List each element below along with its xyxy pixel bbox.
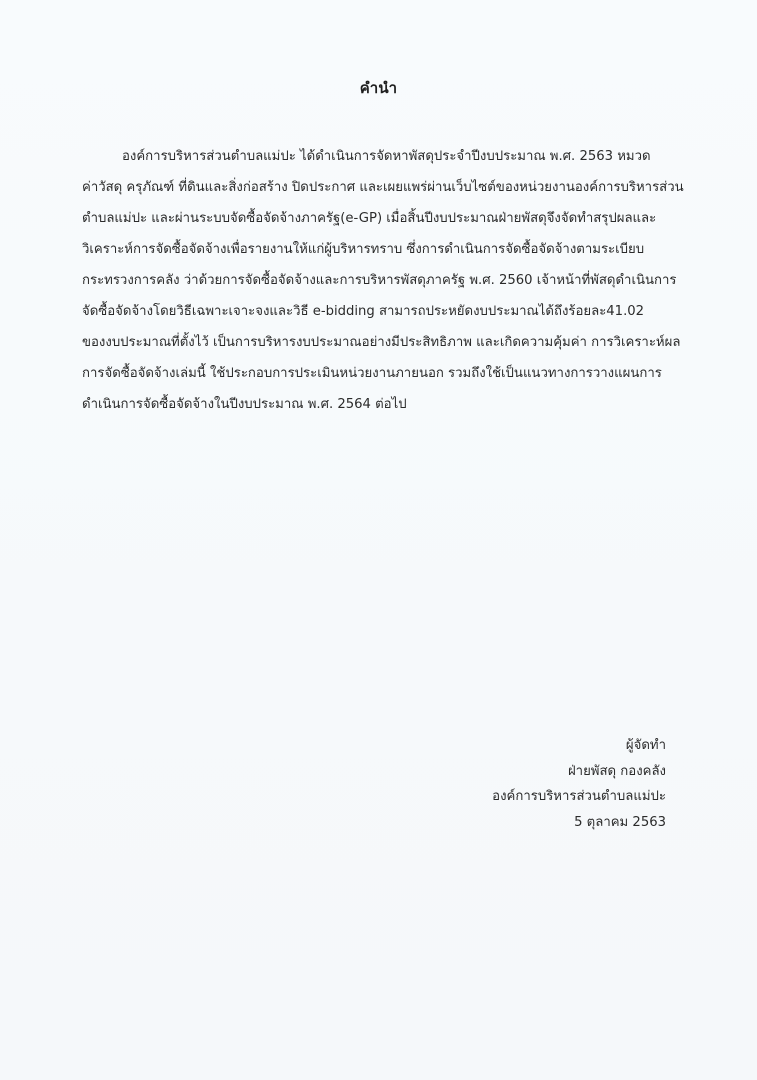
paragraph-line: จัดซื้อจัดจ้างโดยวิธีเฉพาะเจาะจงและวิธี e-bidding สามารถประหยัดงบประมาณได้ถึงร้อยละ41.02 (82, 304, 645, 319)
paragraph-line: องค์การบริหารส่วนตำบลแม่ปะ ได้ดำเนินการจัดหาพัสดุประจำปีงบประมาณ พ.ศ. 2563 หมวด (122, 149, 651, 164)
paragraph-line: การจัดซื้อจัดจ้างเล่มนี้ ใช้ประกอบการประเมินหน่วยงานภายนอก รวมถึงใช้เป็นแนวทางการวางแผนการ (82, 366, 662, 381)
paragraph-line: กระทรวงการคลัง ว่าด้วยการจัดซื้อจัดจ้างและการบริหารพัสดุภาครัฐ พ.ศ. 2560 เจ้าหน้าที่พัสดุดำเนินการ (82, 273, 677, 288)
paragraph-line: วิเคราะห์การจัดซื้อจัดจ้างเพื่อรายงานให้แก่ผู้บริหารทราบ ซึ่งการดำเนินการจัดซื้อจัดจ้างตามระเบียบ (82, 242, 645, 257)
signature-role: ผู้จัดทำ (625, 738, 666, 753)
paragraph-line: ค่าวัสดุ ครุภัณฑ์ ที่ดินและสิ่งก่อสร้าง ปิดประกาศ และเผยแพร่ผ่านเว็บไซต์ของหน่วยงานองค์การบริหารส่วน (82, 180, 684, 195)
paragraph-line: ดำเนินการจัดซื้อจัดจ้างในปีงบประมาณ พ.ศ. 2564 ต่อไป (82, 397, 407, 412)
signature-date: 5 ตุลาคม 2563 (574, 814, 666, 830)
paragraph-line: ของงบประมาณที่ตั้งไว้ เป็นการบริหารงบประมาณอย่างมีประสิทธิภาพ และเกิดความคุ้มค่า การวิเคราะห์ผล (82, 335, 681, 350)
signature-block (366, 733, 666, 835)
paragraph-line: ตำบลแม่ปะ และผ่านระบบจัดซื้อจัดจ้างภาครัฐ(e-GP) เมื่อสิ้นปีงบประมาณฝ่ายพัสดุจึงจัดทำสรุปผลและ (82, 211, 657, 226)
signature-department: ฝ่ายพัสดุ กองคลัง (567, 763, 666, 779)
document-title: คำนำ (359, 79, 398, 97)
signature-organization: องค์การบริหารส่วนตำบลแม่ปะ (492, 789, 666, 804)
